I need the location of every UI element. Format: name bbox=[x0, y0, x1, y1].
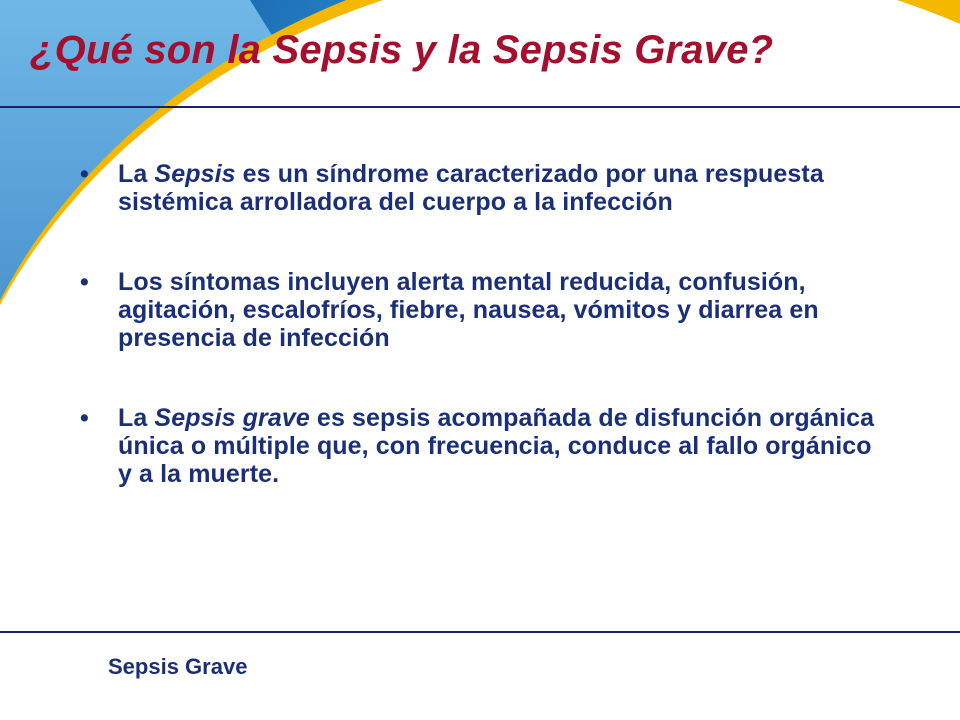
bullet-text-segment: Los síntomas incluyen alerta mental reducida, confusión, agitación, escalofríos, fiebre, nausea, vómitos y diarrea en presencia de infección bbox=[118, 268, 819, 352]
bullet-text bbox=[118, 404, 880, 488]
bullet-item bbox=[80, 160, 880, 216]
bullet-list bbox=[80, 160, 880, 540]
bullet-text-segment: es sepsis acompañada de disfunción orgánica única o múltiple que, con frecuencia, conduce al fallo orgánico y a la muerte. bbox=[118, 404, 875, 488]
bullet-text-segment: Sepsis bbox=[154, 160, 236, 188]
bullet-text bbox=[118, 268, 880, 352]
footer-divider bbox=[0, 631, 960, 633]
bullet-marker: • bbox=[80, 404, 89, 432]
bullet-item bbox=[80, 404, 880, 488]
bullet-text bbox=[118, 160, 880, 216]
bullet-text-segment: La bbox=[118, 160, 155, 188]
bullet-text-segment: La bbox=[118, 404, 155, 432]
bullet-item bbox=[80, 268, 880, 352]
bullet-marker: • bbox=[80, 268, 89, 296]
bullet-text-segment: Sepsis grave bbox=[154, 404, 310, 432]
bullet-text-segment: es un síndrome caracterizado por una respuesta sistémica arrolladora del cuerpo a la infección bbox=[118, 160, 824, 216]
title-divider bbox=[0, 106, 960, 108]
bullet-marker: • bbox=[80, 160, 89, 188]
slide-footer: Sepsis Grave bbox=[108, 654, 248, 679]
slide-title: ¿Qué son la Sepsis y la Sepsis Grave? bbox=[30, 28, 774, 72]
